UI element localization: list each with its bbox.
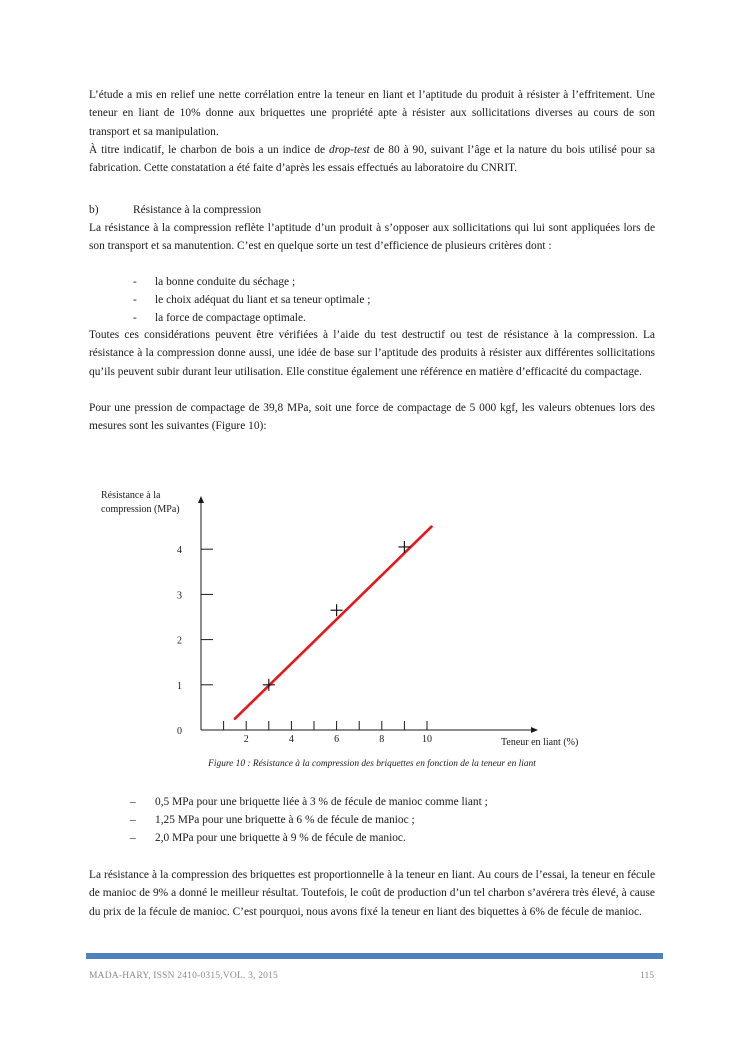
- intro-paragraph-1: L’étude a mis en relief une nette corrélation entre la teneur en liant et l’aptitude du produit à résister à l’effritement. Une teneur en liant de 10% donne aux briquettes une propriété apte à résister aux sollicitations diverses au cours de son transport et sa manipulation.: [89, 89, 655, 138]
- results-bullet: –: [130, 832, 136, 844]
- y-tick-label: 3: [177, 590, 182, 602]
- results-item: 1,25 MPa pour une briquette à 6 % de fécule de manioc ;: [155, 814, 415, 826]
- criteria-item: le choix adéquat du liant et sa teneur optimale ;: [155, 294, 371, 306]
- section-title: Résistance à la compression: [133, 204, 262, 216]
- figure-caption: Figure 10 : Résistance à la compression des briquettes en fonction de la teneur en liant: [208, 759, 536, 769]
- section-paragraph-1: La résistance à la compression reflète l’aptitude d’un produit à s’opposer aux sollicitations qui lui sont appliquées lors de son transport et sa manutention. C’est en quelque sorte un test d’efficience de plusieurs critères dont :: [89, 222, 655, 253]
- y-tick-label: 1: [177, 680, 182, 692]
- trend-line: [235, 527, 432, 719]
- footer-journal: MADA-HARY, ISSN 2410-0315,VOL. 3, 2015: [89, 971, 278, 981]
- intro-p2-before: À titre indicatif, le charbon de bois a un indice de: [89, 144, 330, 156]
- conclusion-paragraph: La résistance à la compression des briquettes est proportionnelle à la teneur en liant. Au cours de l’essai, la teneur en fécule de manioc de 9% a donné le meilleur résultat. Toutefois, le coût de production d’un tel charbon s’avérera très élevé, à cause du prix de la fécule de manioc. C’est pourquoi, nous avons fixé la teneur en liant des biquettes à 6% de fécule de manioc.: [89, 869, 655, 918]
- results-item: 2,0 MPa pour une briquette à 9 % de fécule de manioc.: [155, 832, 406, 844]
- criteria-bullet: -: [133, 294, 137, 306]
- criteria-bullet: -: [133, 276, 137, 288]
- y-axis-label-line1: Résistance à la: [101, 490, 161, 501]
- x-tick-label: 2: [243, 734, 249, 745]
- section-paragraph-2: Toutes ces considérations peuvent être vérifiées à l’aide du test destructif ou test de résistance à la compression. La résistance à la compression donne aussi, une idée de base sur l’aptitude des produits à résister aux différentes sollicitations qu’ils peuvent subir durant leur utilisation. Elle constitue également une référence en matière d’efficacité du compactage.: [89, 329, 655, 378]
- results-item: 0,5 MPa pour une briquette liée à 3 % de fécule de manioc comme liant ;: [155, 796, 488, 808]
- footer-bar: [86, 953, 663, 959]
- results-bullet: –: [130, 796, 136, 808]
- criteria-item: la bonne conduite du séchage ;: [155, 276, 296, 288]
- y-axis-label-line2: compression (MPa): [101, 504, 180, 515]
- intro-p2-after: de 80 à 90, suivant l’âge et la nature du bois utilisé pour sa fabrication. Cette constatation a été faite d’après les essais effectués au laboratoire du CNRIT.: [89, 144, 656, 175]
- x-tick-label: 8: [379, 734, 385, 745]
- y-tick-label: 0: [177, 726, 182, 737]
- x-tick-label: 10: [422, 734, 432, 745]
- page-number: 115: [640, 971, 654, 981]
- data-point: [398, 541, 410, 553]
- y-tick-label: 4: [177, 545, 182, 557]
- x-tick-label: 4: [288, 734, 294, 745]
- criteria-item: la force de compactage optimale.: [155, 312, 306, 324]
- y-tick-label: 2: [177, 635, 182, 647]
- x-axis-label: Teneur en liant (%): [501, 737, 579, 748]
- criteria-bullet: -: [133, 312, 137, 324]
- results-bullet: –: [130, 814, 136, 826]
- section-marker: b): [89, 204, 99, 216]
- x-tick-label: 6: [334, 734, 340, 745]
- intro-p2-italic: drop-test: [329, 144, 370, 156]
- section-paragraph-3: Pour une pression de compactage de 39,8 MPa, soit une force de compactage de 5 000 kgf, les valeurs obtenues lors des mesures sont les suivantes (Figure 10):: [89, 402, 655, 433]
